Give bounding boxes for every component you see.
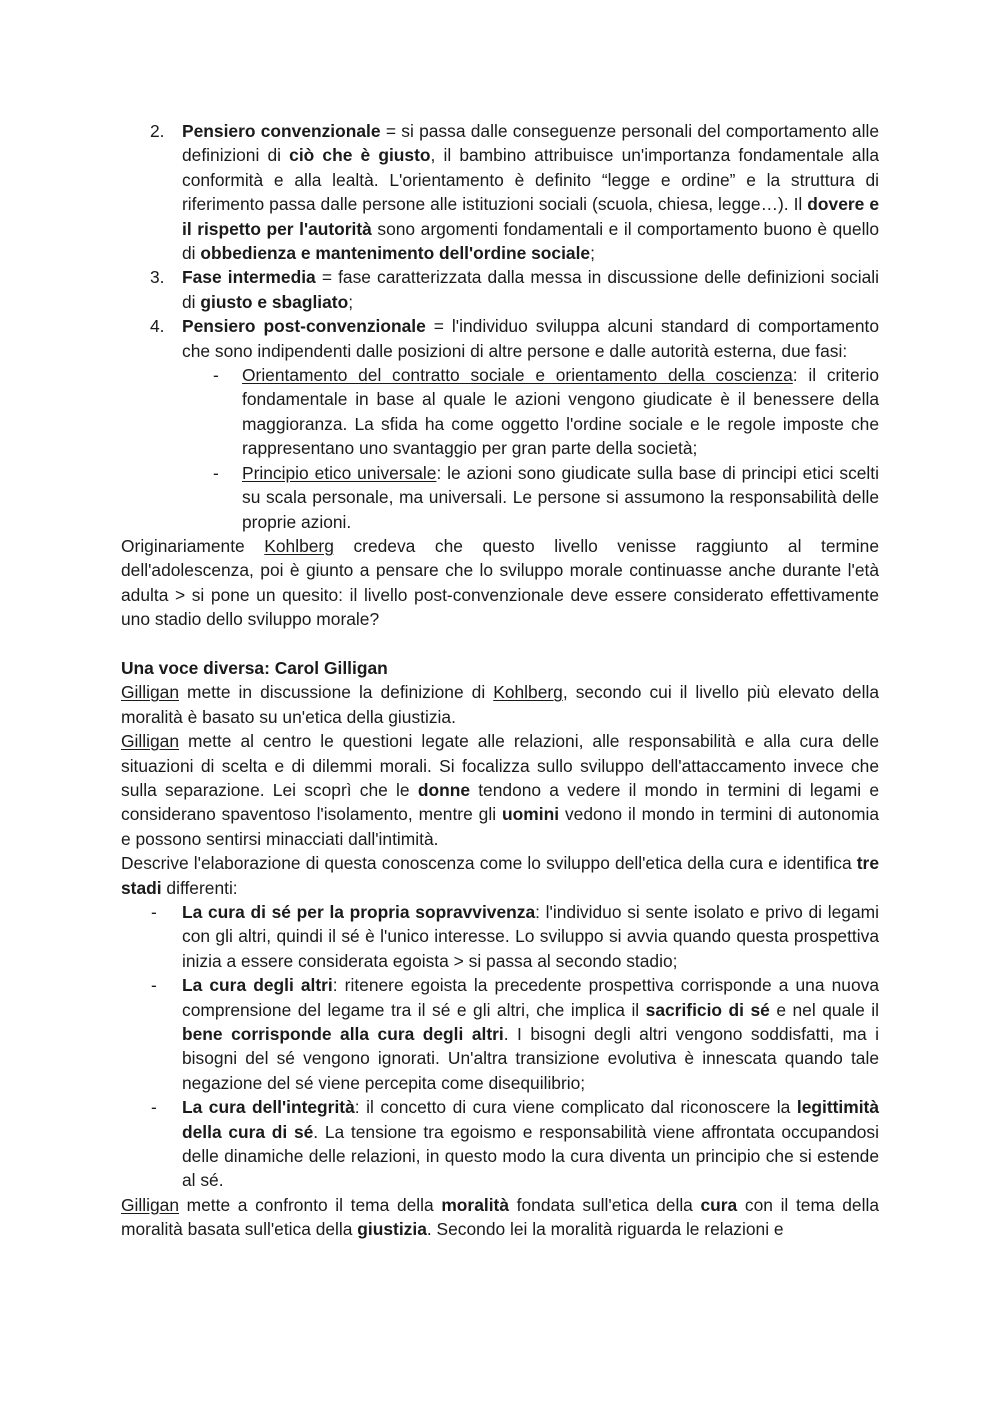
text-run: : le azioni sono giudicate sulla base di principi etici scelti su scala personale, ma universali. Le persone si assumono la responsabilità delle proprie azioni. (242, 462, 879, 532)
paragraph-final (121, 1193, 879, 1242)
bold-run: tre stadi (121, 853, 879, 898)
list-item (121, 1095, 879, 1193)
text-run: mette in discussione la definizione di (179, 682, 494, 703)
text-run: mette a confronto il tema della (179, 1194, 442, 1215)
text-run: con il tema della moralità basata sull'etica della (121, 1194, 879, 1240)
list-number: 2. (150, 121, 165, 141)
paragraph-gilligan-2 (121, 729, 879, 851)
text-run: fondata sull'etica della (509, 1194, 701, 1215)
kohlberg-stages-list (121, 119, 879, 534)
phase-name: Principio etico universale (242, 462, 437, 483)
text-run: e nel quale il (769, 999, 879, 1020)
list-number: 4. (150, 316, 165, 337)
bold-run: La cura di sé per la propria sopravvivenza (182, 901, 536, 922)
text-run: Descrive l'elaborazione di questa conoscenza come lo sviluppo dell'etica della cura e identifica (121, 853, 857, 874)
underlined-name: Gilligan (121, 682, 179, 703)
list-item (121, 314, 879, 534)
care-stages-list (121, 900, 879, 1193)
text-run: , il bambino attribuisce un'importanza fondamentale alla conformità e alla lealtà. L'orientamento è definito “legge e ordine” e la struttura di riferimento passa dalle persone alle istituzioni sociali (scuola, chiesa, legge…). Il (182, 145, 879, 215)
text-run: : il concetto di cura viene complicato dal riconoscere la (354, 1097, 797, 1118)
bold-run: uomini (502, 804, 560, 825)
underlined-name: Gilligan (121, 1194, 179, 1215)
paragraph-gilligan-1 (121, 680, 879, 729)
care-stage-paragraph (182, 900, 879, 973)
underlined-name: Gilligan (121, 731, 179, 752)
phase-name: Orientamento del contratto sociale e orientamento della coscienza (242, 365, 793, 386)
bold-run: ciò che è giusto (289, 145, 431, 166)
stage-paragraph (182, 119, 879, 265)
bold-run: legittimità della cura di sé (182, 1097, 879, 1142)
stage-title: Pensiero convenzionale (182, 121, 381, 141)
text-run: . I bisogni degli altri vengono soddisfatti, ma i bisogni del sé vengono ignorati. Un'altra transizione evolutiva è innescata quando tale negazione del sé viene percepita come disequilibrio; (182, 1024, 879, 1093)
text-run: = fase caratterizzata dalla messa in discussione delle definizioni sociali di (182, 267, 879, 312)
dash-bullet: - (213, 365, 219, 386)
bold-run: giustizia (357, 1219, 427, 1240)
stage-title: Fase intermedia (182, 267, 316, 288)
phases-list (182, 363, 879, 534)
text-run: tendono a vedere il mondo in termini di legami e considerano spaventoso l'isolamento, mentre gli (121, 779, 879, 825)
care-stage-paragraph (182, 1095, 879, 1193)
dash-bullet: - (151, 901, 157, 922)
text-run: : il criterio fondamentale in base al quale le azioni vengono giudicate è il benessere della maggioranza. La sfida ha come oggetto l'ordine sociale e le regole imposte che rappresentano uno svantaggio per gran parte della società; (242, 365, 879, 459)
paragraph-kohlberg (121, 534, 879, 632)
text-run: : l'individuo si sente isolato e privo di legami con gli altri, quindi il sé è l'unico interesse. Lo sviluppo si avvia quando questa prospettiva inizia a essere considerata egoista > si passa al secondo stadio; (182, 901, 879, 971)
blank-line (121, 632, 879, 656)
section-heading (121, 656, 879, 680)
bold-run: giusto e sbagliato (200, 291, 349, 312)
phase-paragraph (242, 461, 879, 534)
text-run: vedono il mondo in termini di autonomia e possono sentirsi minacciati dall'intimità. (121, 804, 880, 849)
list-item (121, 973, 879, 1095)
care-stage-paragraph (182, 973, 879, 1095)
phase-paragraph (242, 363, 879, 461)
bold-run: bene corrisponde alla cura degli altri (182, 1024, 504, 1045)
bold-run: obbedienza e mantenimento dell'ordine sociale (200, 243, 591, 264)
text-run: ; (348, 291, 354, 312)
dash-bullet: - (151, 1097, 157, 1118)
text-run: : ritenere egoista la precedente prospettiva corrisponde a una nuova comprensione del legame tra il sé e gli altri, che implica il (182, 975, 879, 1020)
bold-run: sacrificio di sé (645, 999, 770, 1020)
dash-bullet: - (151, 975, 157, 996)
list-item (182, 363, 879, 461)
bold-run: La cura dell'integrità (182, 1097, 355, 1118)
document-page (121, 119, 879, 1242)
list-item (121, 119, 879, 265)
list-number: 3. (150, 267, 165, 288)
text-run: sono argomenti fondamentali e il comportamento buono è quello di (182, 218, 880, 264)
text-run: = si passa dalle conseguenze personali del comportamento alle definizioni di (182, 121, 879, 166)
paragraph-descrive (121, 851, 879, 900)
section-title: Una voce diversa: Carol Gilligan (121, 657, 388, 678)
text-run: . Secondo lei la moralità riguarda le relazioni e (426, 1219, 784, 1240)
text-run: mette al centro le questioni legate alle relazioni, alle responsabilità e alla cura delle situazioni di scelta e di dilemmi morali. Si focalizza sullo sviluppo dell'attaccamento invece che sulla separazione. Lei scoprì che le (121, 731, 879, 800)
bold-run: dovere e il rispetto per l'autorità (182, 194, 879, 239)
stage-paragraph (182, 265, 879, 314)
list-item (121, 900, 879, 973)
bold-run: moralità (441, 1194, 509, 1215)
bold-run: La cura degli altri (182, 975, 333, 996)
bold-run: cura (700, 1194, 738, 1215)
bold-run: donne (417, 779, 470, 800)
text-run: Originariamente (121, 535, 265, 556)
underlined-name: Kohlberg (264, 535, 334, 556)
underlined-name: Kohlberg (493, 682, 563, 703)
text-run: credeva che questo livello venisse raggiunto al termine dell'adolescenza, poi è giunto a pensare che lo sviluppo morale continuasse anche durante l'età adulta > si pone un quesito: il livello post-convenzionale deve essere considerato effettivamente uno stadio dello sviluppo morale? (121, 535, 879, 630)
stage-paragraph (182, 314, 879, 363)
text-run: = l'individuo sviluppa alcuni standard di comportamento che sono indipendenti dalle posizioni di altre persone e dalle autorità esterna, due fasi: (182, 316, 880, 361)
text-run: , secondo cui il livello più elevato della moralità è basato su un'etica della giustizia. (121, 682, 879, 727)
list-item (182, 461, 879, 534)
text-run: ; (590, 243, 595, 264)
list-item (121, 265, 879, 314)
text-run: differenti: (161, 877, 238, 898)
text-run: . La tensione tra egoismo e responsabilità viene affrontata occupandosi delle dinamiche delle relazioni, in questo modo la cura diventa un principio che si estende al sé. (182, 1121, 879, 1191)
dash-bullet: - (213, 462, 219, 483)
stage-title: Pensiero post-convenzionale (182, 316, 426, 337)
